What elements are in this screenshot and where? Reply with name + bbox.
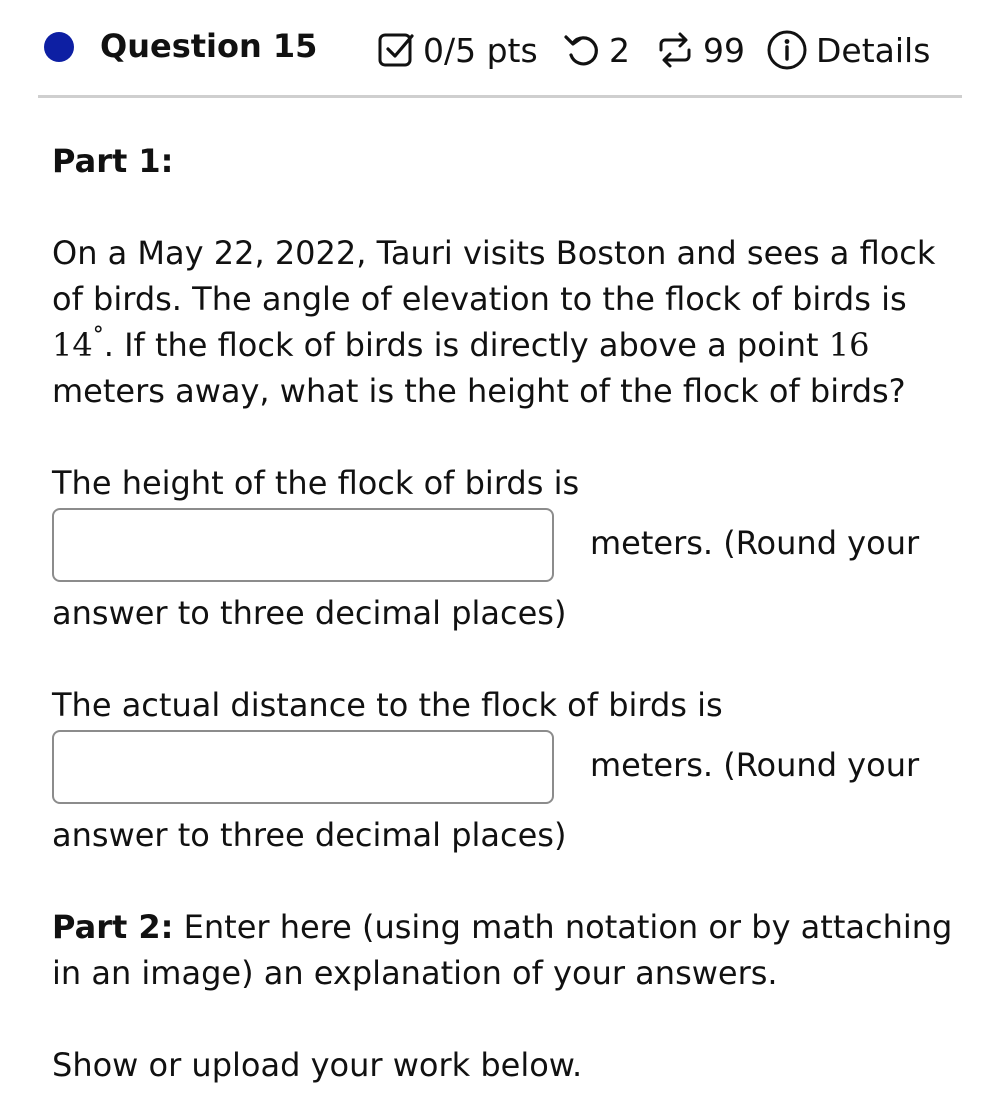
- details-label: Details: [816, 30, 931, 70]
- problem-prefix: On a May 22, 2022, Tauri visits Boston and sees a flock of birds. The angle of elevation to the flock of birds is: [52, 234, 936, 318]
- attempts-value: 2: [609, 30, 630, 70]
- details-button[interactable]: [766, 28, 930, 72]
- part2-instructions: [52, 904, 972, 996]
- retries-indicator: [655, 28, 745, 72]
- distance-answer-row: [52, 730, 972, 808]
- height-answer-note: answer to three decimal places): [52, 594, 567, 632]
- height-answer-row: [52, 508, 972, 586]
- height-answer-suffix: meters. (Round your: [590, 524, 920, 562]
- retries-value: 99: [703, 30, 745, 70]
- points-indicator: [377, 28, 538, 72]
- problem-statement: [52, 230, 972, 414]
- attempts-indicator: [563, 28, 630, 72]
- points-value: 0/5 pts: [423, 30, 538, 70]
- distance-question-prompt: The actual distance to the flock of birds is: [52, 686, 723, 724]
- question-title: Question 15: [100, 27, 318, 65]
- undo-icon: [563, 31, 601, 69]
- question-header: [0, 0, 1000, 96]
- problem-middle: . If the flock of birds is directly above a point: [103, 326, 819, 364]
- distance-answer-suffix: meters. (Round your: [590, 746, 920, 784]
- part2-text: Enter here (using math notation or by attaching in an image) an explanation of your answers.: [52, 908, 953, 992]
- distance-value: 16: [828, 326, 870, 364]
- info-icon: [766, 29, 808, 71]
- part2-label: Part 2:: [52, 908, 174, 946]
- question-status-dot: [44, 32, 74, 62]
- part1-label: Part 1:: [52, 142, 174, 180]
- angle-value: 14: [52, 326, 93, 364]
- degree-symbol: °: [92, 323, 104, 348]
- checkbox-icon: [377, 31, 415, 69]
- height-question-prompt: The height of the flock of birds is: [52, 464, 580, 502]
- question-body: [52, 138, 972, 1088]
- distance-answer-note: answer to three decimal places): [52, 816, 567, 854]
- distance-answer-input[interactable]: [52, 730, 554, 804]
- header-divider: [38, 95, 962, 98]
- problem-suffix: meters away, what is the height of the flock of birds?: [52, 372, 906, 410]
- height-answer-input[interactable]: [52, 508, 554, 582]
- repeat-icon: [655, 30, 695, 70]
- upload-prompt: Show or upload your work below.: [52, 1046, 583, 1084]
